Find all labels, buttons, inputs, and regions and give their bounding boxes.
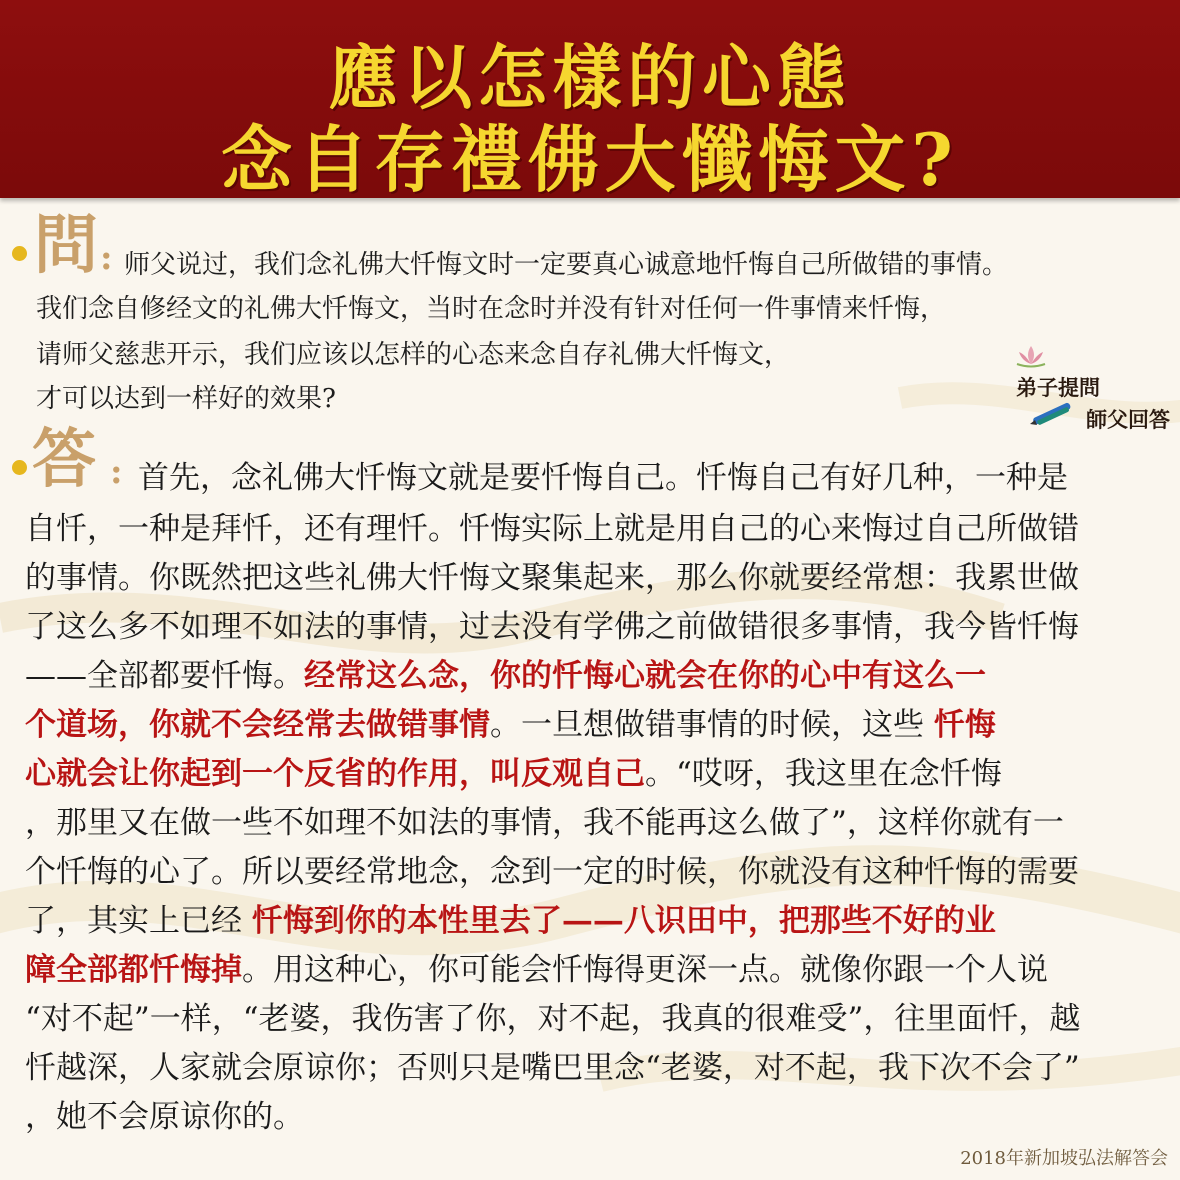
question-mark-heading: 問 <box>34 208 98 283</box>
answer-line-13: 忏越深，人家就会原谅你；否则只是嘴巴里念“老婆，对不起，我下次不会了” <box>25 1050 1080 1086</box>
answer-line-5-highlight: 经常这么念，你的忏悔心就会在你的心中有这么一 <box>304 658 986 694</box>
answer-line-5-text: ——全部都要忏悔。 <box>25 658 304 694</box>
signature-disciple: 弟子提問 <box>1016 375 1100 400</box>
answer-line-10-text: 了，其实上已经 <box>25 903 252 939</box>
question-colon: : <box>100 238 113 278</box>
question-bullet-icon <box>12 246 27 261</box>
title-banner <box>0 0 1180 202</box>
answer-line-6-text: 。一旦想做错事情的时候，这些 <box>490 707 934 743</box>
answer-line-7-highlight: 心就会让你起到一个反省的作用，叫反观自己 <box>25 756 645 792</box>
answer-line-6 <box>25 699 996 744</box>
answer-line-8: ，那里又在做一些不如理不如法的事情，我不能再这么做了”，这样你就有一 <box>25 805 1064 841</box>
answer-line-11 <box>25 944 1048 989</box>
footer-caption: 2018年新加坡弘法解答会 <box>960 1148 1168 1169</box>
answer-line-5 <box>25 650 986 695</box>
answer-line-9: 个忏悔的心了。所以要经常地念，念到一定的时候，你就没有这种忏悔的需要 <box>25 854 1079 890</box>
answer-colon: : <box>110 452 123 492</box>
title-line-1: 應以怎樣的心態 <box>328 36 852 119</box>
question-line-3: 请师父慈悲开示，我们应该以怎样的心态来念自存礼佛大忏悔文， <box>36 340 791 370</box>
answer-mark-heading: 答 <box>32 422 96 497</box>
answer-line-14: ，她不会原谅你的。 <box>25 1099 304 1135</box>
answer-line-11-highlight: 障全部都忏悔掉 <box>25 952 242 988</box>
answer-line-7 <box>25 748 1002 793</box>
question-line-1: 师父说过，我们念礼佛大忏悔文时一定要真心诚意地忏悔自己所做错的事情。 <box>124 250 1009 280</box>
question-line-2: 我们念自修经文的礼佛大忏悔文，当时在念时并没有针对任何一件事情来忏悔， <box>36 294 947 324</box>
answer-line-4: 了这么多不如理不如法的事情，过去没有学佛之前做错很多事情，我今皆忏悔 <box>25 609 1079 645</box>
answer-line-3: 的事情。你既然把这些礼佛大忏悔文聚集起来，那么你就要经常想：我累世做 <box>25 560 1079 596</box>
answer-line-2: 自忏，一种是拜忏，还有理忏。忏悔实际上就是用自己的心来悔过自己所做错 <box>25 511 1079 547</box>
title-line-2: 念自存禮佛大懺悔文? <box>221 117 959 202</box>
answer-line-6-highlight-2: 忏悔 <box>933 707 996 743</box>
signature-master: 師父回答 <box>1086 407 1170 432</box>
answer-line-6-highlight: 个道场，你就不会经常去做错事情 <box>25 707 490 743</box>
answer-line-1: 首先，念礼佛大忏悔文就是要忏悔自己。忏悔自己有好几种，一种是 <box>138 460 1068 496</box>
answer-line-7-text: 。“哎呀，我这里在念忏悔 <box>645 756 1002 792</box>
lotus-icon <box>1013 344 1049 368</box>
answer-line-12: “对不起”一样，“老婆，我伤害了你，对不起，我真的很难受”，往里面忏，越 <box>25 1001 1081 1037</box>
answer-line-11-text: 。用这种心，你可能会忏悔得更深一点。就像你跟一个人说 <box>242 952 1048 988</box>
pen-icon <box>1026 400 1080 428</box>
answer-line-10-highlight: 忏悔到你的本性里去了——八识田中，把那些不好的业 <box>251 903 996 939</box>
answer-bullet-icon <box>12 460 27 475</box>
answer-line-10 <box>25 895 996 940</box>
question-line-4: 才可以达到一样好的效果? <box>36 384 336 414</box>
